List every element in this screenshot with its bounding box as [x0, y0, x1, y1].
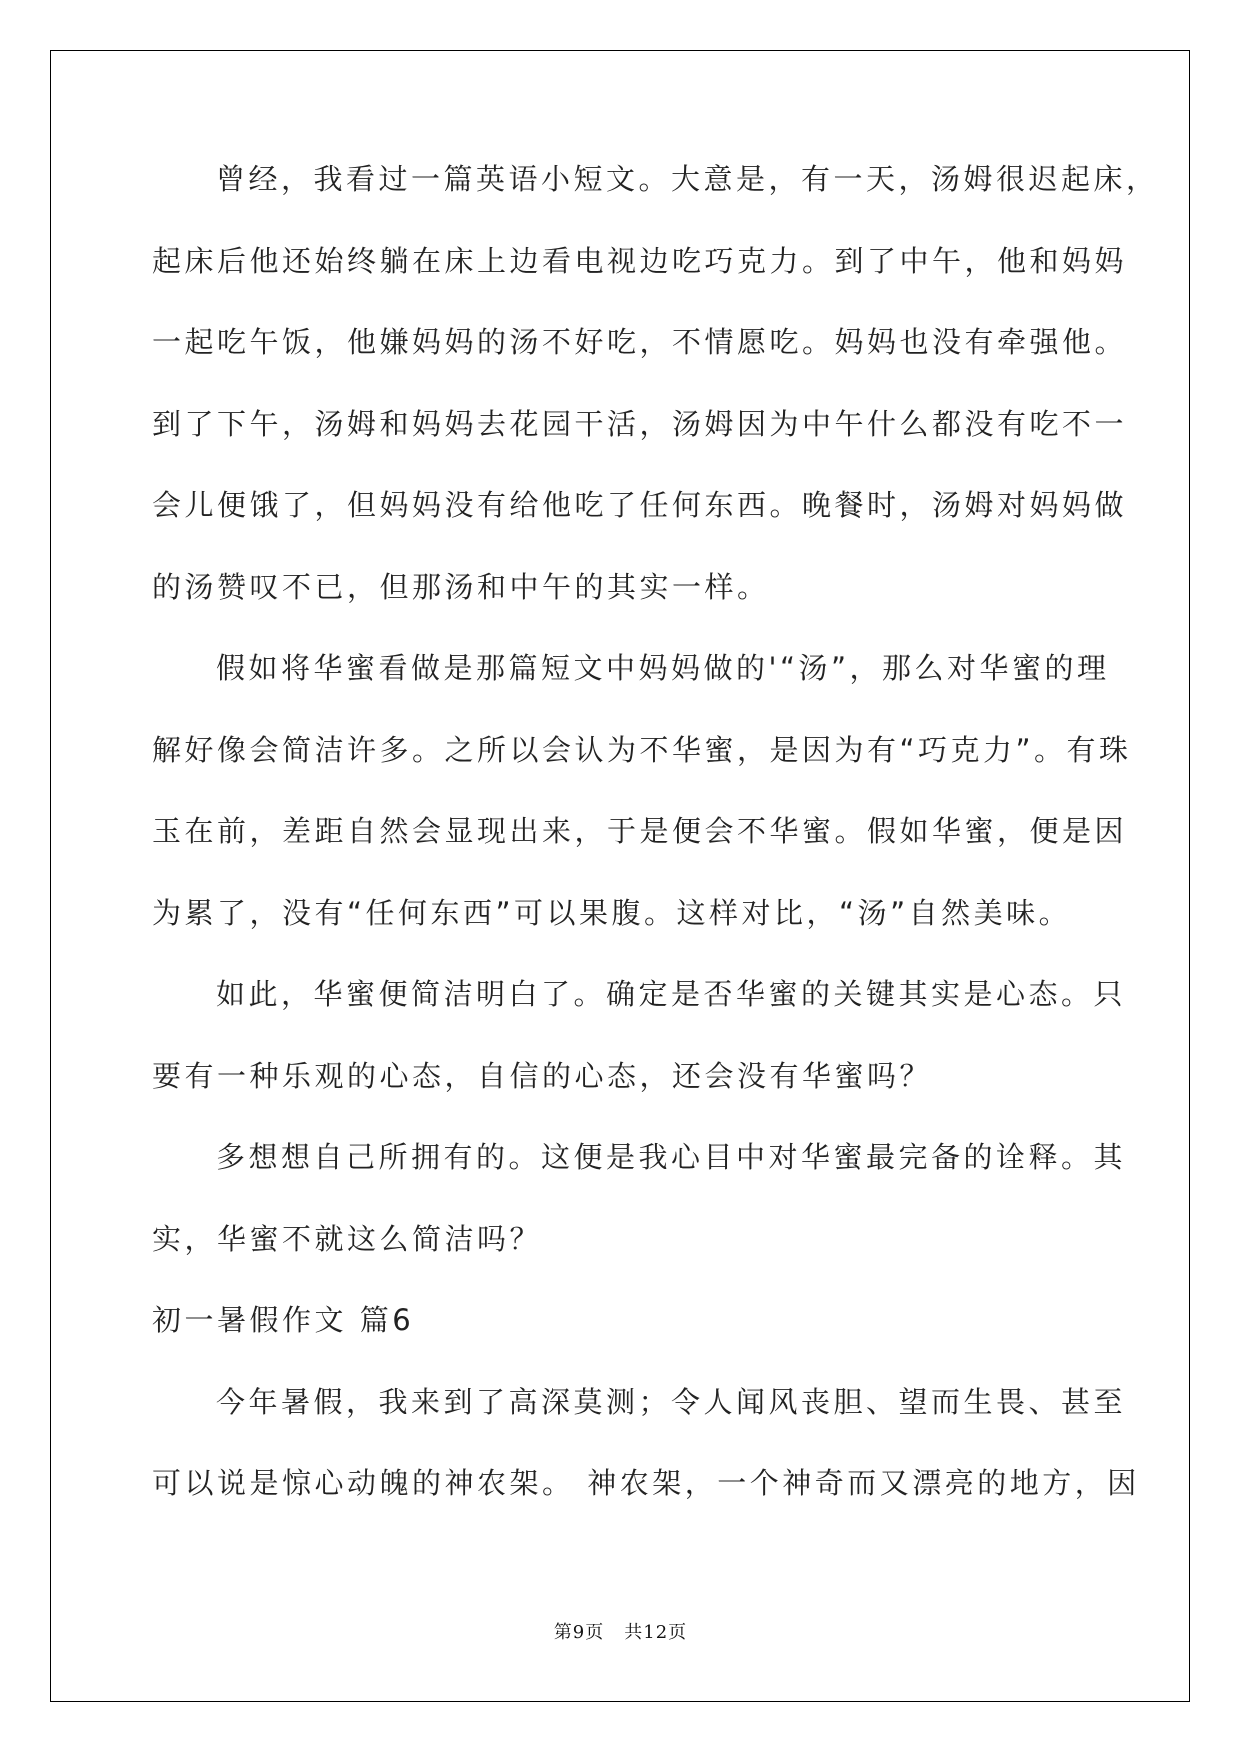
text-line: 玉在前，差距自然会显现出来，于是便会不华蜜。假如华蜜，便是因 [152, 814, 1128, 848]
text-line: 可以说是惊心动魄的神农架。 神农架，一个神奇而又漂亮的地方，因 [152, 1466, 1140, 1500]
text-line: 实，华蜜不就这么简洁吗？ [152, 1221, 543, 1256]
text-line: 假如将华蜜看做是那篇短文中妈妈做的'“汤”，那么对华蜜的理 [216, 651, 1110, 685]
document-body [152, 158, 1159, 1544]
text-line: 今年暑假，我来到了高深莫测；令人闻风丧胆、望而生畏、甚至 [216, 1384, 1127, 1419]
text-line: 起床后他还始终躺在床上边看电视边吃巧克力。到了中午，他和妈妈 [152, 243, 1128, 278]
section-heading: 初一暑假作文 篇6 [152, 1303, 415, 1337]
text-line: 解好像会简洁许多。之所以会认为不华蜜，是因为有“巧克力”。有珠 [152, 732, 1132, 767]
text-line: 多想想自己所拥有的。这便是我心目中对华蜜最完备的诠释。其 [216, 1140, 1127, 1174]
text-line: 会儿便饿了，但妈妈没有给他吃了任何东西。晚餐时，汤姆对妈妈做 [152, 488, 1128, 522]
text-line: 一起吃午饭，他嫌妈妈的汤不好吃，不情愿吃。妈妈也没有牵强他。 [152, 325, 1128, 359]
page-total: 共12页 [624, 1622, 688, 1643]
page-footer [0, 1618, 1241, 1644]
text-line: 的汤赞叹不已，但那汤和中午的其实一样。 [152, 569, 770, 604]
text-line: 到了下午，汤姆和妈妈去花园干活，汤姆因为中午什么都没有吃不一 [152, 406, 1128, 441]
text-line: 如此，华蜜便简洁明白了。确定是否华蜜的关键其实是心态。只 [216, 977, 1127, 1011]
text-line: 曾经，我看过一篇英语小短文。大意是，有一天，汤姆很迟起床， [216, 162, 1159, 196]
text-line: 要有一种乐观的心态，自信的心态，还会没有华蜜吗？ [152, 1058, 933, 1093]
page-number: 第9页 [553, 1622, 605, 1643]
text-line: 为累了，没有“任何东西”可以果腹。这样对比，“汤”自然美味。 [152, 895, 1072, 930]
